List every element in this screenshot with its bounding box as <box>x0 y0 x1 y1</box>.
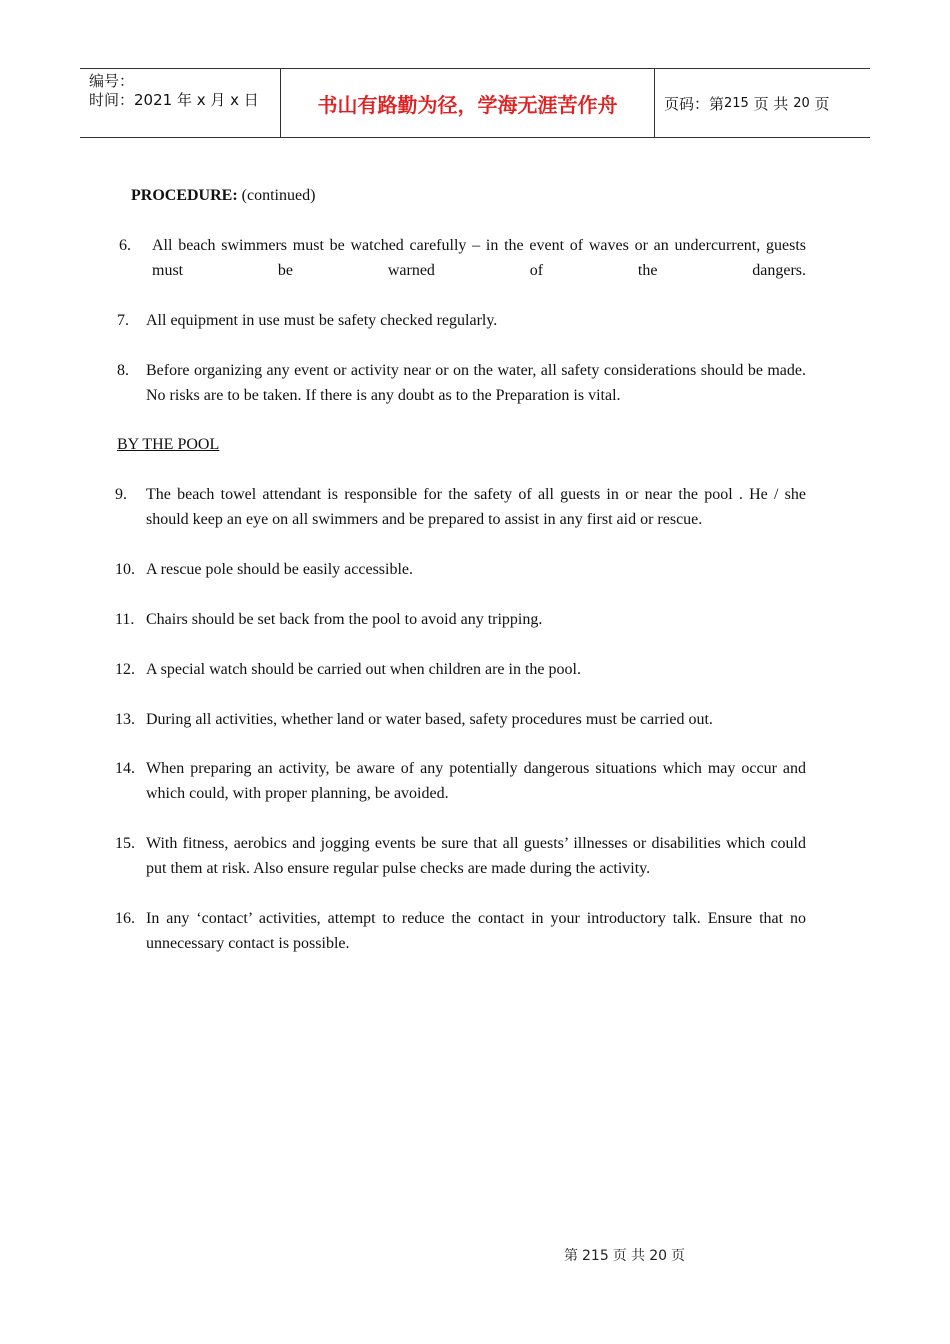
item-number: 10. <box>115 561 135 578</box>
document-header <box>80 68 870 138</box>
list-item <box>115 557 806 582</box>
heading-bold: PROCEDURE: <box>131 187 238 204</box>
footer-suffix: 页 <box>671 1248 686 1264</box>
list-item <box>115 482 806 532</box>
time-label: 时间：2021 年 x 月 x 日 <box>89 91 259 109</box>
list-item <box>115 607 806 632</box>
item-text: When preparing an activity, be aware of any potentially dangerous situations which may occur and which could, with proper planning, be avoided. <box>146 760 806 802</box>
item-number: 16. <box>115 910 135 927</box>
item-number: 7. <box>117 312 129 329</box>
number-label: 编号： <box>89 72 135 90</box>
item-number: 11. <box>115 611 135 628</box>
header-meta <box>80 69 281 137</box>
list-item <box>117 308 806 333</box>
heading-rest: (continued) <box>237 187 316 204</box>
page-mid: 页 共 <box>753 94 789 113</box>
list-item <box>117 358 806 408</box>
page-current: 215 <box>724 95 749 111</box>
item-number: 14. <box>115 760 135 777</box>
item-number: 12. <box>115 661 135 678</box>
list-item <box>115 906 806 956</box>
header-motto: 书山有路勤为径，学海无涯苦作舟 <box>281 69 655 137</box>
list-item <box>119 233 806 283</box>
page-prefix: 页码：第 <box>664 94 725 113</box>
item-text: All beach swimmers must be watched carefully – in the event of waves or an undercurrent, guests must be warned of the dangers. <box>152 237 806 279</box>
list-item <box>115 707 806 732</box>
footer-current: 215 <box>582 1248 609 1264</box>
item-number: 9. <box>115 486 127 503</box>
item-text: All equipment in use must be safety checked regularly. <box>146 312 498 329</box>
item-text: In any ‘contact’ activities, attempt to reduce the contact in your introductory talk. Ensure that no unnecessary contact is possible. <box>146 910 806 952</box>
page-footer <box>564 1246 689 1266</box>
item-number: 15. <box>115 835 135 852</box>
item-text: During all activities, whether land or water based, safety procedures must be carried out. <box>146 711 713 728</box>
item-text: A rescue pole should be easily accessible. <box>146 561 414 578</box>
item-text: The beach towel attendant is responsible for the safety of all guests in or near the pool . He / she should keep an eye on all swimmers and be prepared to assist in any first aid or rescue. <box>146 486 806 528</box>
header-page-info <box>655 69 870 137</box>
procedure-heading <box>131 186 315 206</box>
item-number: 13. <box>115 711 135 728</box>
list-item <box>115 831 806 881</box>
footer-total: 20 <box>649 1248 668 1264</box>
section-title: BY THE POOL <box>117 436 220 453</box>
footer-prefix: 第 <box>564 1248 578 1264</box>
item-text: Before organizing any event or activity near or on the water, all safety considerations should be made. No risks are to be taken. If there is any doubt as to the Preparation is vital. <box>146 362 806 404</box>
footer-mid: 页 共 <box>612 1248 646 1264</box>
item-text: With fitness, aerobics and jogging events be sure that all guests’ illnesses or disabilities which could put them at risk. Also ensure regular pulse checks are made during the activity. <box>146 835 806 877</box>
list-item <box>115 657 806 682</box>
page-suffix: 页 <box>814 94 830 113</box>
list-item <box>115 756 806 806</box>
item-text: A special watch should be carried out when children are in the pool. <box>146 661 581 678</box>
item-text: Chairs should be set back from the pool to avoid any tripping. <box>146 611 543 628</box>
item-number: 8. <box>117 362 129 379</box>
item-number: 6. <box>119 237 131 254</box>
page-total: 20 <box>793 95 810 111</box>
